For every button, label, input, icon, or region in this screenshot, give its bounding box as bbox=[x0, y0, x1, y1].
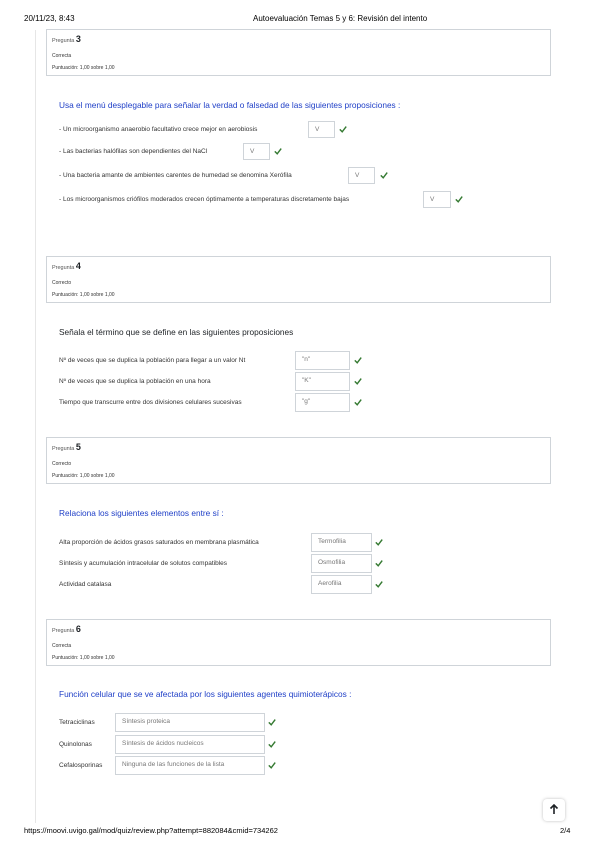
definition-label: Nº de veces que se duplica la población para llegar a un valor Nt bbox=[59, 357, 246, 364]
print-title: Autoevaluación Temas 5 y 6: Revisión del intento bbox=[253, 14, 428, 23]
question-mark: Puntuación: 1,00 sobre 1,00 bbox=[52, 292, 115, 298]
question-state: Correcta bbox=[52, 53, 72, 59]
question-mark: Puntuación: 1,00 sobre 1,00 bbox=[52, 655, 115, 661]
question-state: Correcto bbox=[52, 461, 72, 467]
definition-label: Tiempo que transcurre entre dos divisiones celulares sucesivas bbox=[59, 399, 242, 406]
function-select[interactable]: Síntesis proteica bbox=[115, 713, 265, 732]
print-url: https://moovi.uvigo.gal/mod/quiz/review.php?attempt=882084&cmid=734262 bbox=[24, 826, 278, 835]
question-mark: Puntuación: 1,00 sobre 1,00 bbox=[52, 65, 115, 71]
match-select[interactable]: Osmofilia bbox=[311, 554, 372, 573]
page-left-rule bbox=[35, 30, 36, 823]
check-icon bbox=[339, 125, 347, 133]
agent-label: Cefalosporinas bbox=[59, 762, 103, 769]
term-select[interactable]: "n" bbox=[295, 351, 350, 370]
true-false-select[interactable]: V bbox=[348, 167, 375, 184]
scroll-to-top-button[interactable] bbox=[543, 799, 565, 821]
question-info-6 bbox=[46, 619, 551, 666]
true-false-select[interactable]: V bbox=[243, 143, 270, 160]
question-text-3: Usa el menú desplegable para señalar la verdad o falsedad de las siguientes proposiciones : bbox=[59, 100, 401, 110]
proposition-label: - Un microorganismo anaerobio facultativo crece mejor en aerobiosis bbox=[59, 126, 258, 133]
check-icon bbox=[268, 740, 276, 748]
question-text-4: Señala el término que se define en las siguientes proposiciones bbox=[59, 327, 294, 337]
check-icon bbox=[268, 761, 276, 769]
arrow-up-icon bbox=[549, 804, 559, 815]
question-text-5: Relaciona los siguientes elementos entre sí : bbox=[59, 508, 224, 518]
true-false-select[interactable]: V bbox=[308, 121, 335, 138]
check-icon bbox=[354, 398, 362, 406]
agent-label: Tetraciclinas bbox=[59, 719, 95, 726]
check-icon bbox=[380, 171, 388, 179]
element-label: Alta proporción de ácidos grasos saturados en membrana plasmática bbox=[59, 539, 259, 546]
function-select[interactable]: Síntesis de ácidos nucleicos bbox=[115, 735, 265, 754]
print-datetime: 20/11/23, 8:43 bbox=[24, 14, 75, 23]
term-select[interactable]: "K" bbox=[295, 372, 350, 391]
check-icon bbox=[268, 718, 276, 726]
question-number: Pregunta 4 bbox=[52, 261, 81, 271]
question-number: Pregunta 5 bbox=[52, 442, 81, 452]
question-number: Pregunta 6 bbox=[52, 624, 81, 634]
check-icon bbox=[354, 377, 362, 385]
question-text-6: Función celular que se ve afectada por los siguientes agentes quimioterápicos : bbox=[59, 689, 352, 699]
print-page-number: 2/4 bbox=[560, 826, 571, 835]
proposition-label: - Una bacteria amante de ambientes carentes de humedad se denomina Xerófila bbox=[59, 172, 292, 179]
check-icon bbox=[354, 356, 362, 364]
proposition-label: - Los microorganismos criófilos moderados crecen óptimamente a temperaturas discretamente bajas bbox=[59, 196, 350, 203]
match-select[interactable]: Aerofilia bbox=[311, 575, 372, 594]
agent-label: Quinolonas bbox=[59, 741, 92, 748]
check-icon bbox=[375, 580, 383, 588]
match-select[interactable]: Termofilia bbox=[311, 533, 372, 552]
proposition-label: - Las bacterias halófilas son dependientes del NaCl bbox=[59, 148, 208, 155]
function-select[interactable]: Ninguna de las funciones de la lista bbox=[115, 756, 265, 775]
element-label: Síntesis y acumulación intracelular de solutos compatibles bbox=[59, 560, 228, 567]
term-select[interactable]: "g" bbox=[295, 393, 350, 412]
element-label: Actividad catalasa bbox=[59, 581, 112, 588]
check-icon bbox=[375, 538, 383, 546]
question-info-3 bbox=[46, 29, 551, 76]
definition-label: Nº de veces que se duplica la población en una hora bbox=[59, 378, 211, 385]
question-info-4 bbox=[46, 256, 551, 303]
question-info-5 bbox=[46, 437, 551, 484]
check-icon bbox=[455, 195, 463, 203]
question-mark: Puntuación: 1,00 sobre 1,00 bbox=[52, 473, 115, 479]
question-state: Correcto bbox=[52, 280, 72, 286]
check-icon bbox=[274, 147, 282, 155]
question-state: Correcta bbox=[52, 643, 72, 649]
question-number: Pregunta 3 bbox=[52, 34, 81, 44]
true-false-select[interactable]: V bbox=[423, 191, 451, 208]
check-icon bbox=[375, 559, 383, 567]
